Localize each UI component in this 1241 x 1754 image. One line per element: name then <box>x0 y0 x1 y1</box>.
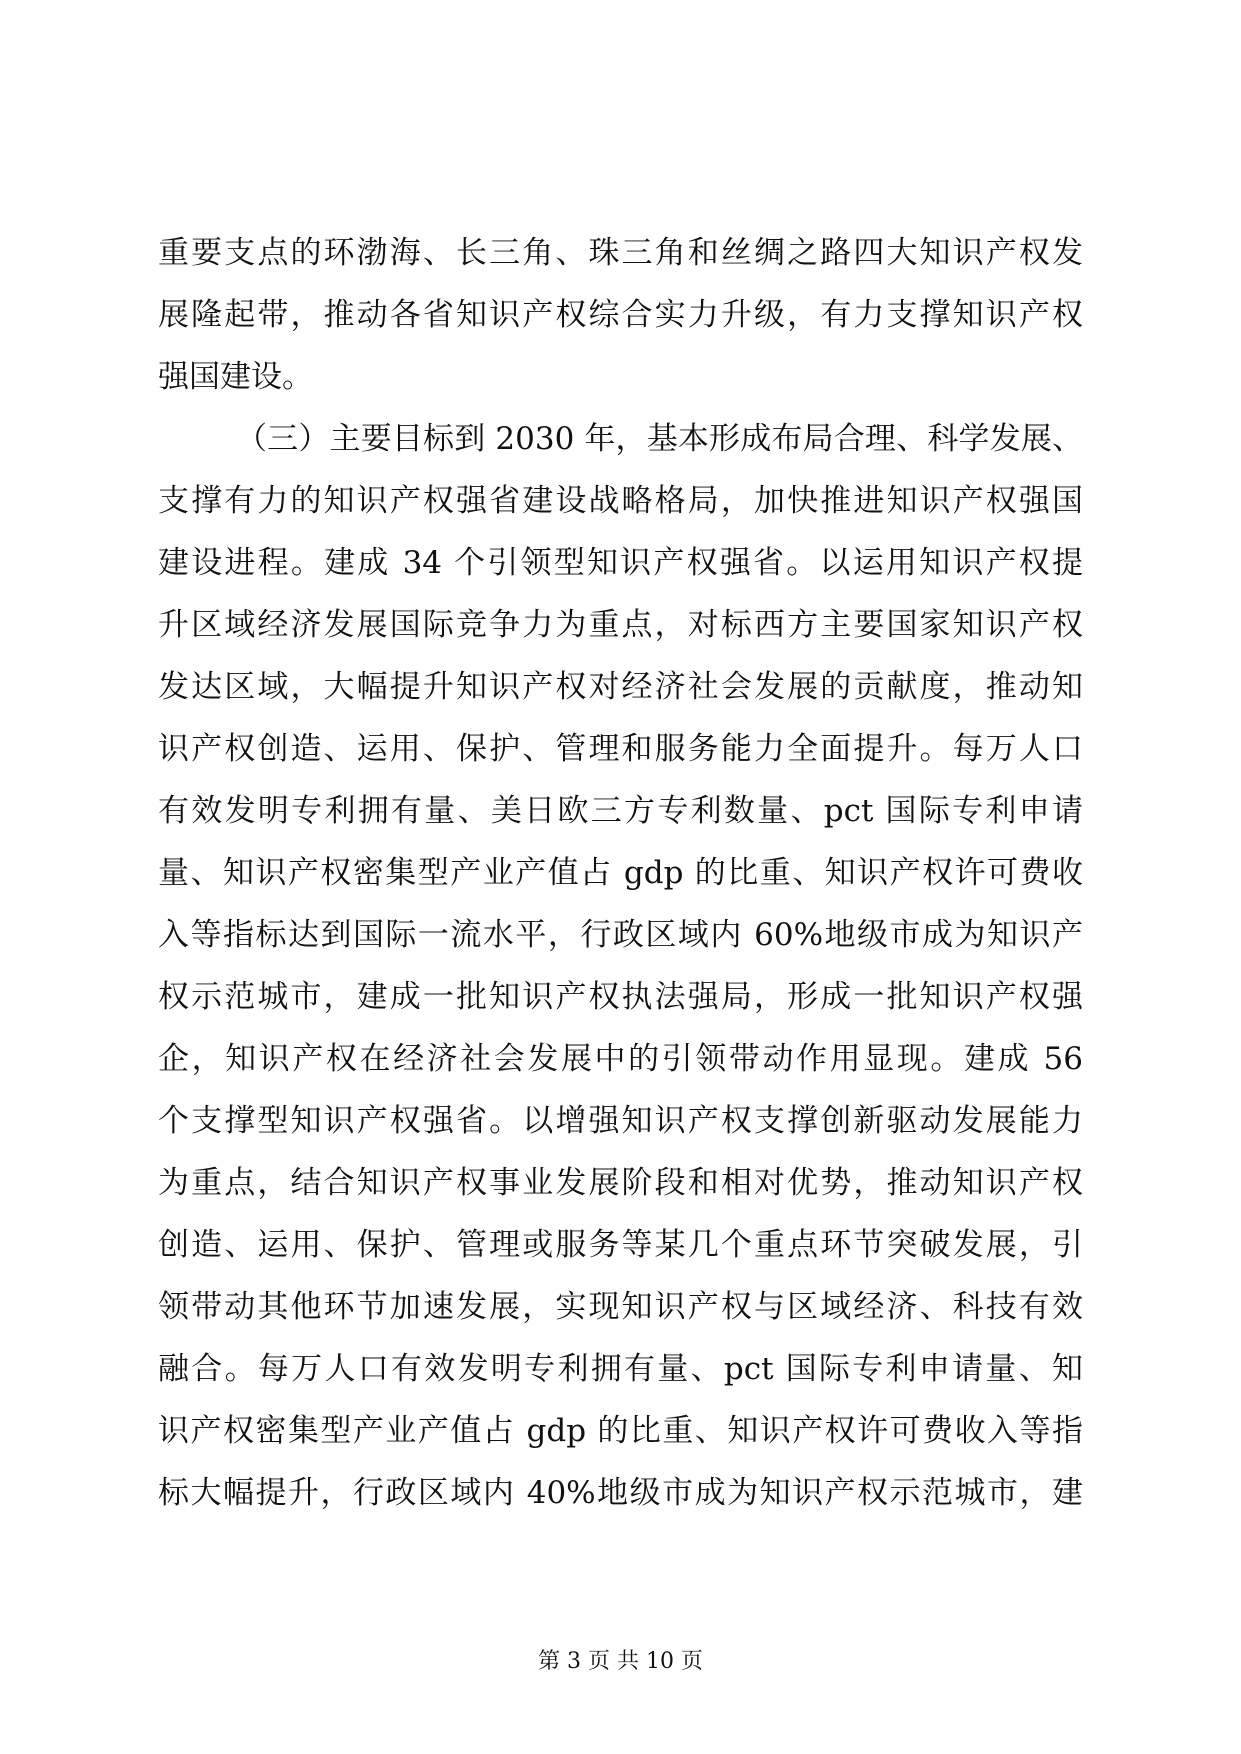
text-line: 识产权密集型产业产值占 gdp 的比重、知识产权许可费收入等指 <box>158 1413 1083 1449</box>
text-line: 识产权创造、运用、保护、管理和服务能力全面提升。每万人口 <box>158 731 1083 767</box>
text-line: 入等指标达到国际一流水平，行政区域内 60%地级市成为知识产 <box>158 917 1083 953</box>
text-line: 创造、运用、保护、管理或服务等某几个重点环节突破发展，引 <box>158 1227 1083 1263</box>
text-line: 领带动其他环节加速发展，实现知识产权与区域经济、科技有效 <box>158 1289 1083 1325</box>
text-line: 升区域经济发展国际竞争力为重点，对标西方主要国家知识产权 <box>158 607 1083 643</box>
paragraph-start-line: （三）主要目标到 2030 年，基本形成布局合理、科学发展、 <box>236 421 1083 457</box>
text-line: 有效发明专利拥有量、美日欧三方专利数量、pct 国际专利申请 <box>158 793 1083 829</box>
text-line: 支撑有力的知识产权强省建设战略格局，加快推进知识产权强国 <box>158 483 1083 519</box>
page-number-footer: 第 3 页 共 10 页 <box>538 1649 703 1674</box>
text-line: 建设进程。建成 34 个引领型知识产权强省。以运用知识产权提 <box>158 545 1083 581</box>
text-line: 重要支点的环渤海、长三角、珠三角和丝绸之路四大知识产权发 <box>158 235 1083 271</box>
text-line: 企，知识产权在经济社会发展中的引领带动作用显现。建成 56 <box>158 1041 1083 1077</box>
text-line: 融合。每万人口有效发明专利拥有量、pct 国际专利申请量、知 <box>158 1351 1083 1387</box>
text-line: 强国建设。 <box>158 359 313 395</box>
text-line: 权示范城市，建成一批知识产权执法强局，形成一批知识产权强 <box>158 979 1083 1015</box>
text-line: 量、知识产权密集型产业产值占 gdp 的比重、知识产权许可费收 <box>158 855 1083 891</box>
text-line: 展隆起带，推动各省知识产权综合实力升级，有力支撑知识产权 <box>158 297 1083 333</box>
text-line: 为重点，结合知识产权事业发展阶段和相对优势，推动知识产权 <box>158 1165 1083 1201</box>
text-line: 发达区域，大幅提升知识产权对经济社会发展的贡献度，推动知 <box>158 669 1083 705</box>
text-line: 标大幅提升，行政区域内 40%地级市成为知识产权示范城市，建 <box>158 1475 1083 1511</box>
text-line: 个支撑型知识产权强省。以增强知识产权支撑创新驱动发展能力 <box>158 1103 1083 1139</box>
